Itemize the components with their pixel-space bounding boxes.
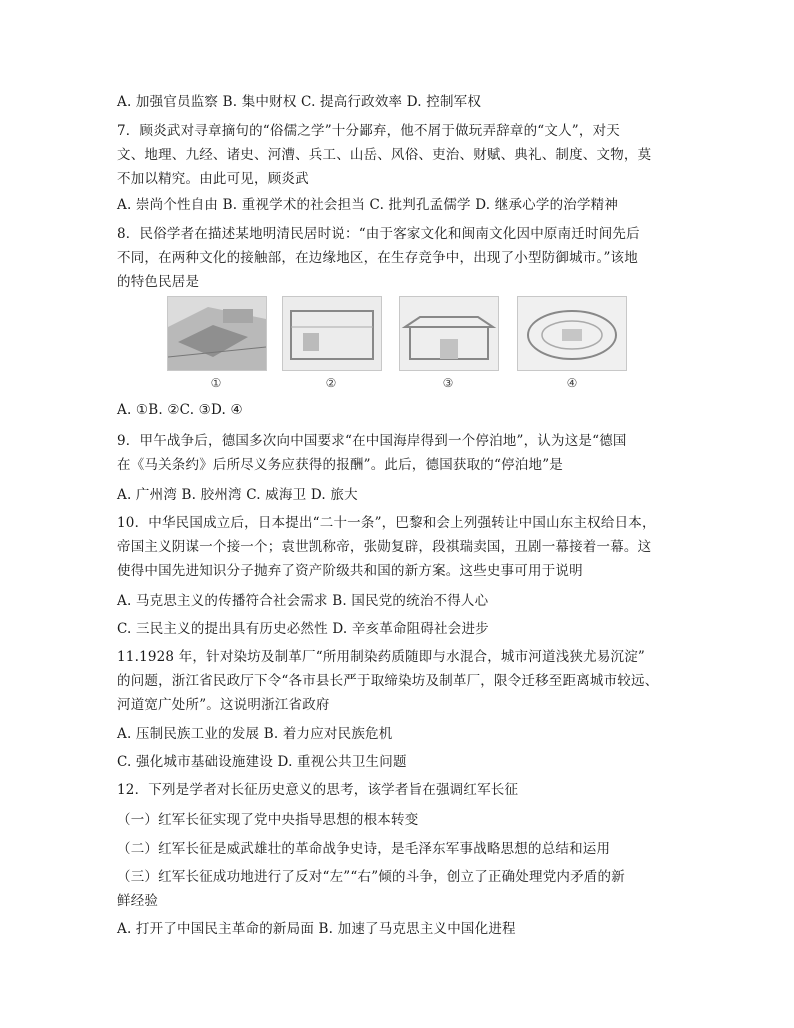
figure-label-3: ③ <box>442 376 454 390</box>
q9-stem-line2: 在《马关条约》后所尽义务应获得的报酬”。此后，德国获取的“停泊地”是 <box>117 457 564 473</box>
q10-options-ab: A. 马克思主义的传播符合社会需求 B. 国民党的统治不得人心 <box>117 593 489 609</box>
q8-figure <box>167 296 647 396</box>
q11-stem-line2: 的问题，浙江省民政厅下令“各市县长严于取缔染坊及制革厂，限令迁移至距离城市较远、 <box>117 673 659 689</box>
q11-options-ab: A. 压制民族工业的发展 B. 着力应对民族危机 <box>117 726 393 742</box>
q12-point-2: （二）红军长征是威武雄壮的革命战争史诗，是毛泽东军事战略思想的总结和运用 <box>117 841 611 857</box>
dwelling-photo-3 <box>399 296 499 371</box>
q11-stem-line3: 河道宽广处所”。这说明浙江省政府 <box>117 697 330 713</box>
q10-stem-line3: 使得中国先进知识分子抛弃了资产阶级共和国的新方案。这些史事可用于说明 <box>117 563 583 579</box>
q7-stem-line2: 文、地理、九经、诸史、河漕、兵工、山岳、风俗、吏治、财赋、典礼、制度、文物，莫 <box>117 147 652 163</box>
q11-options-cd: C. 强化城市基础设施建设 D. 重视公共卫生问题 <box>117 754 407 770</box>
q8-stem-line3: 的特色民居是 <box>117 274 200 290</box>
q12-point-3-line1: （三）红军长征成功地进行了反对“左”“右”倾的斗争，创立了正确处理党内矛盾的新 <box>117 869 625 885</box>
figure-label-2: ② <box>325 376 337 390</box>
q8-stem-line2: 不同，在两种文化的接触部，在边缘地区，在生存竞争中，出现了小型防御城市。”该地 <box>117 250 638 266</box>
q7-stem-line1: 7．顾炎武对寻章摘句的“俗儒之学”十分鄙弃，他不屑于做玩弄辞章的“文人”，对天 <box>117 123 620 139</box>
figure-label-4: ④ <box>566 376 578 390</box>
figure-label-1: ① <box>210 376 222 390</box>
q7-stem-line3: 不加以精究。由此可见，顾炎武 <box>117 171 309 187</box>
dwelling-photo-4 <box>517 296 627 371</box>
q10-stem-line1: 10．中华民国成立后，日本提出“二十一条”，巴黎和会上列强转让中国山东主权给日本， <box>117 515 656 531</box>
q12-options-ab: A. 打开了中国民主革命的新局面 B. 加速了马克思主义中国化进程 <box>117 921 516 937</box>
q8-stem-line1: 8．民俗学者在描述某地明清民居时说：“由于客家文化和闽南文化因中原南迁时间先后 <box>117 226 640 242</box>
dwelling-photo-1 <box>167 296 267 371</box>
q12-stem: 12．下列是学者对长征历史意义的思考，该学者旨在强调红军长征 <box>117 782 519 798</box>
q11-stem-line1: 11.1928 年，针对染坊及制革厂“所用制染药质随即与水混合，城市河道浅狭尤易沉淀” <box>117 649 646 665</box>
q8-options: A. ①B. ②C. ③D. ④ <box>117 402 243 418</box>
q10-stem-line2: 帝国主义阴谋一个接一个；袁世凯称帝，张勋复辟，段祺瑞卖国，丑剧一幕接着一幕。这 <box>117 539 652 555</box>
q7-options: A. 崇尚个性自由 B. 重视学术的社会担当 C. 批判孔孟儒学 D. 继承心学的治学精神 <box>117 197 619 213</box>
q10-options-cd: C. 三民主义的提出具有历史必然性 D. 辛亥革命阻碍社会进步 <box>117 621 489 637</box>
q9-stem-line1: 9．甲午战争后，德国多次向中国要求“在中国海岸得到一个停泊地”，认为这是“德国 <box>117 433 627 449</box>
q12-point-1: （一）红军长征实现了党中央指导思想的根本转变 <box>117 812 419 828</box>
q9-options: A. 广州湾 B. 胶州湾 C. 威海卫 D. 旅大 <box>117 487 358 503</box>
q12-point-3-line2: 鲜经验 <box>117 893 159 909</box>
q6-options: A. 加强官员监察 B. 集中财权 C. 提高行政效率 D. 控制军权 <box>117 94 482 110</box>
dwelling-photo-2 <box>282 296 382 371</box>
